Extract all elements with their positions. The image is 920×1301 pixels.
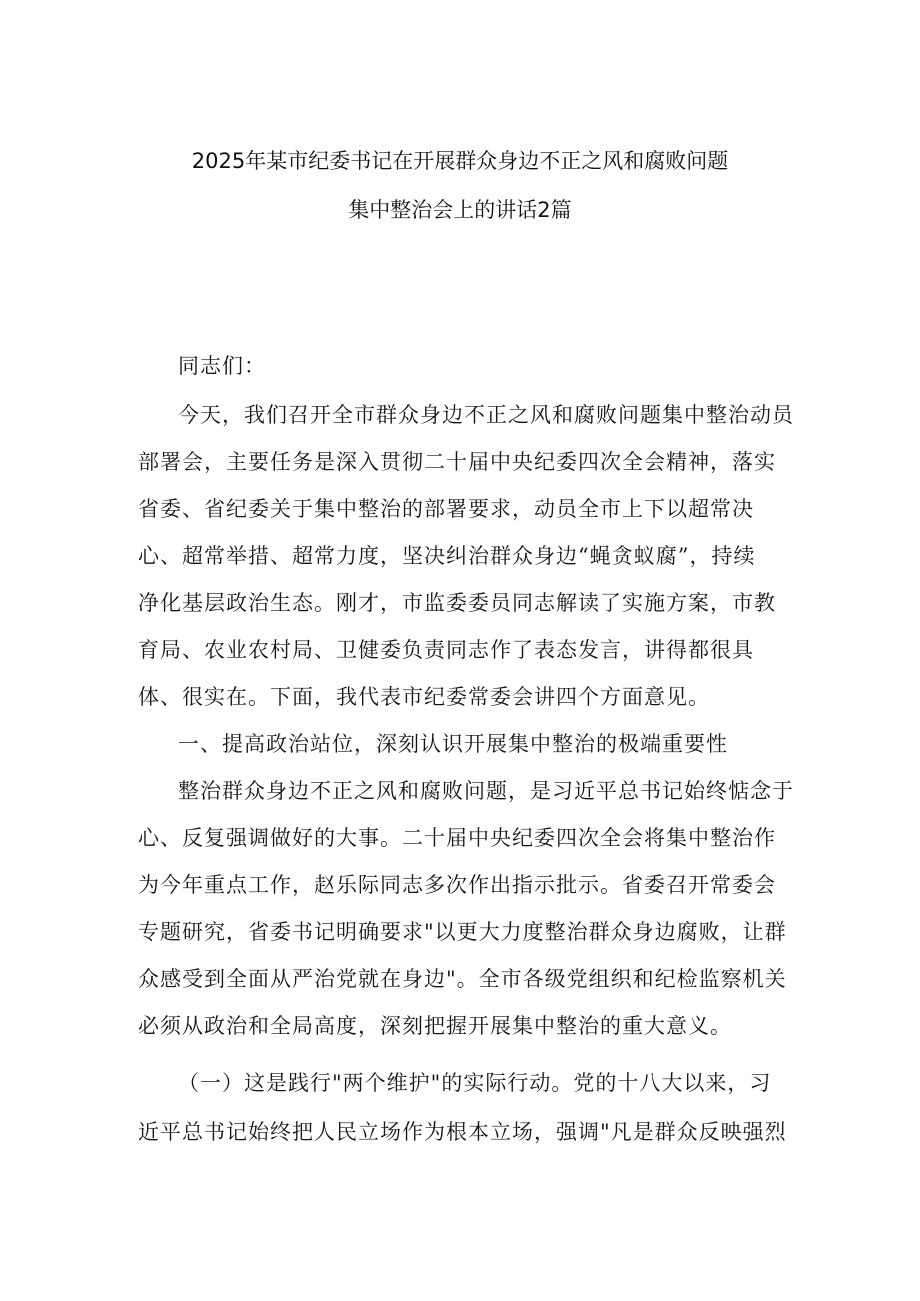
paragraph-line: 心、反复强调做好的大事。二十届中央纪委四次全会将集中整治作	[138, 826, 776, 850]
document-title-line-1: 2025年某市纪委书记在开展群众身边不正之风和腐败问题	[191, 149, 729, 173]
paragraph-line: 众感受到全面从严治党就在身边"。全市各级党组织和纪检监察机关	[138, 967, 787, 991]
paragraph-line: 近平总书记始终把人民立场作为根本立场，强调"凡是群众反映强烈	[138, 1120, 787, 1144]
paragraph-line: 心、超常举措、超常力度，坚决纠治群众身边“蝇贪蚁腐”，持续	[138, 544, 756, 568]
paragraph-line: 今天，我们召开全市群众身边不正之风和腐败问题集中整治动员	[178, 403, 794, 427]
paragraph-line: 部署会，主要任务是深入贯彻二十届中央纪委四次全会精神，落实	[138, 450, 776, 474]
paragraph-line: 省委、省纪委关于集中整治的部署要求，动员全市上下以超常决	[138, 497, 754, 521]
paragraph-line: 为今年重点工作，赵乐际同志多次作出指示批示。省委召开常委会	[138, 873, 776, 897]
subsection-line: （一）这是践行"两个维护"的实际行动。党的十八大以来，习	[178, 1071, 772, 1095]
paragraph-line: 净化基层政治生态。刚才，市监委委员同志解读了实施方案，市教	[138, 591, 776, 615]
paragraph-line: 必须从政治和全局高度，深刻把握开展集中整治的重大意义。	[138, 1014, 732, 1038]
paragraph-line: 专题研究，省委书记明确要求"以更大力度整治群众身边腐败，让群	[138, 920, 787, 944]
document-title-line-2: 集中整治会上的讲话2篇	[348, 198, 572, 222]
paragraph-line: 育局、农业农村局、卫健委负责同志作了表态发言，讲得都很具	[138, 638, 754, 662]
paragraph-line: 体、很实在。下面，我代表市纪委常委会讲四个方面意见。	[138, 685, 710, 709]
section-heading: 一、提高政治站位，深刻认识开展集中整治的极端重要性	[178, 732, 728, 756]
salutation: 同志们：	[178, 354, 266, 378]
paragraph-line: 整治群众身边不正之风和腐败问题，是习近平总书记始终惦念于	[178, 779, 794, 803]
